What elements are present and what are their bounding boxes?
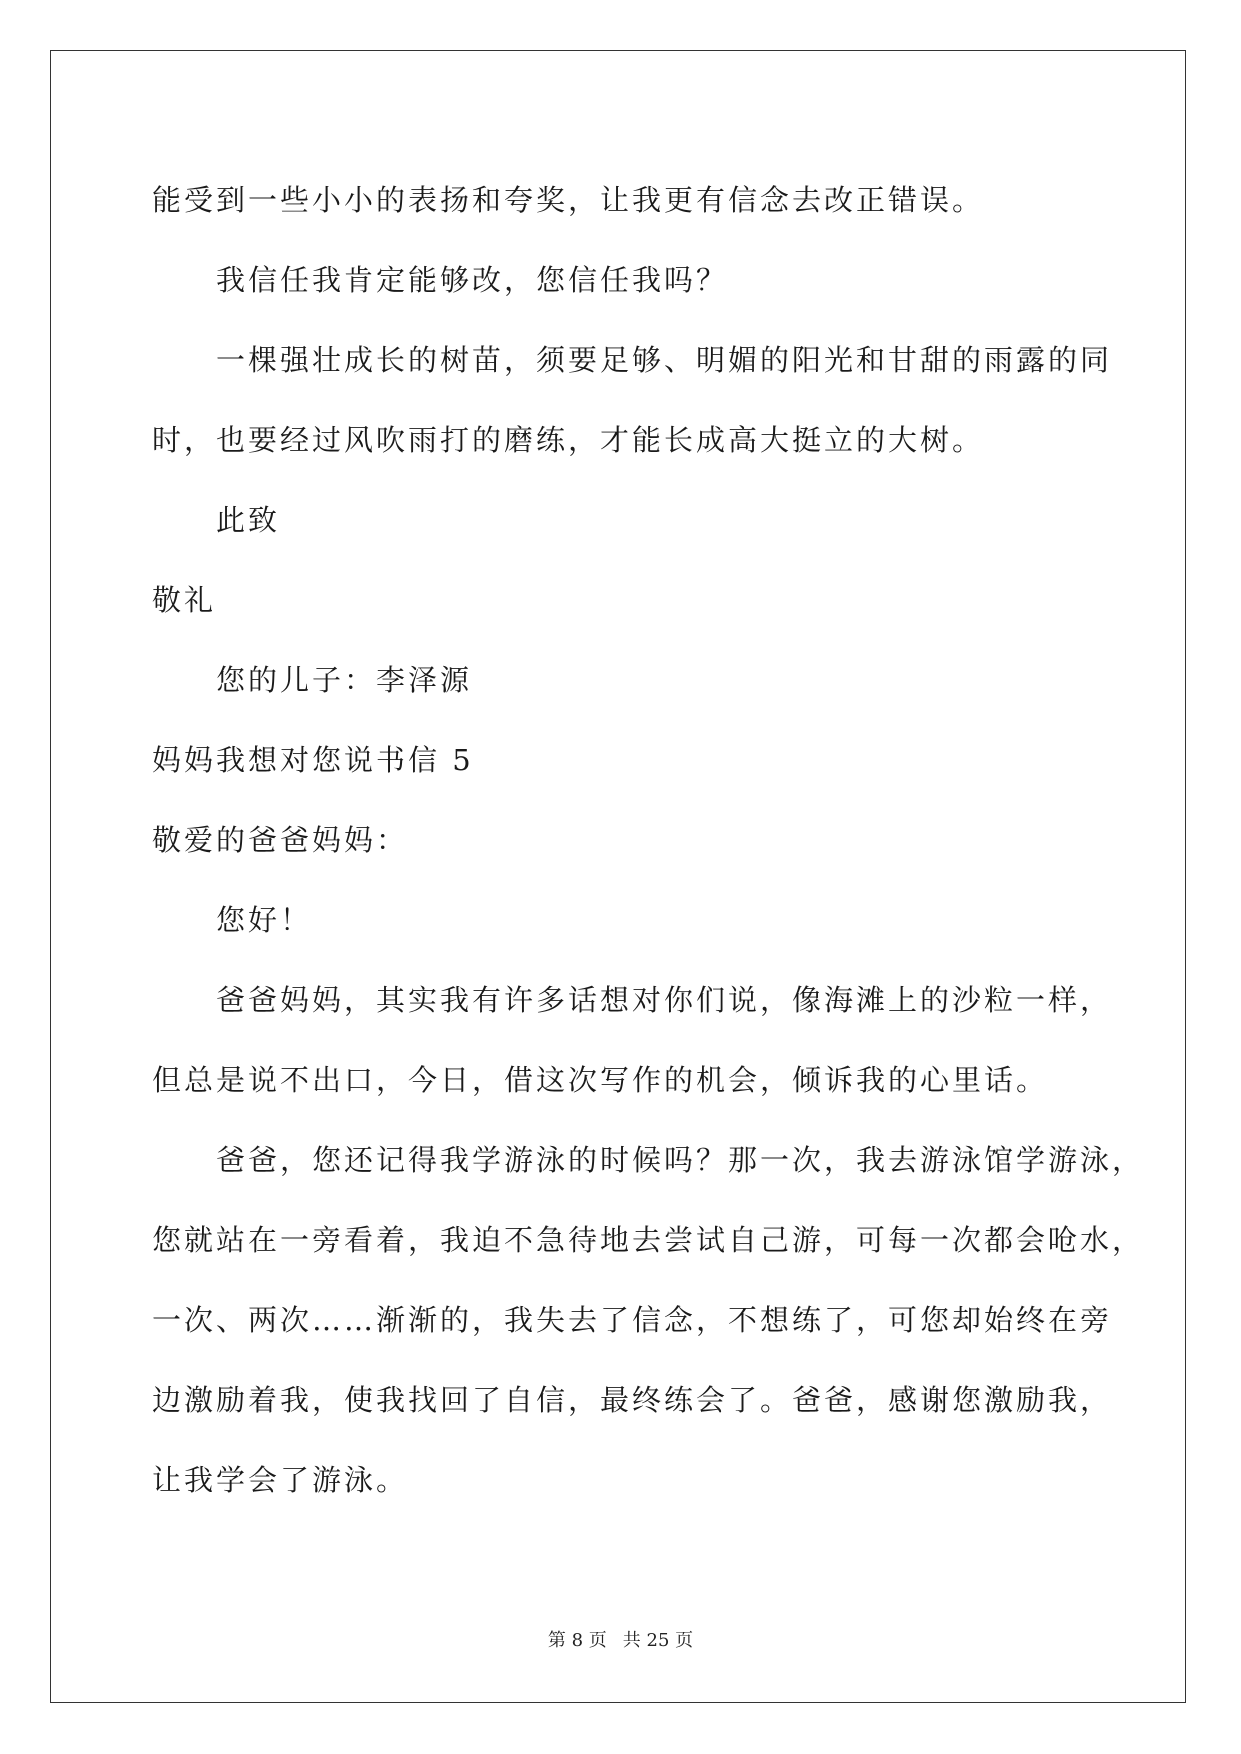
text-line: 时，也要经过风吹雨打的磨练，才能长成高大挺立的大树。 (152, 423, 985, 457)
text-line: 一棵强壮成长的树苗，须要足够、明媚的阳光和甘甜的雨露的同 (216, 343, 1113, 377)
text-line: 爸爸，您还记得我学游泳的时候吗？那一次，我去游泳馆学游泳， (216, 1143, 1145, 1177)
text-line: 您好！ (216, 903, 313, 937)
text-line: 边激励着我，使我找回了自信，最终练会了。爸爸，感谢您激励我， (152, 1383, 1113, 1417)
text-line: 但总是说不出口，今日，借这次写作的机会，倾诉我的心里话。 (152, 1063, 1049, 1097)
page-footer (0, 1626, 1241, 1652)
text-line: 我信任我肯定能够改，您信任我吗？ (216, 263, 729, 297)
page-number: 第 8 页 (547, 1630, 607, 1651)
text-line: 爸爸妈妈，其实我有许多话想对你们说，像海滩上的沙粒一样， (216, 983, 1113, 1017)
text-line: 能受到一些小小的表扬和夸奖，让我更有信念去改正错误。 (152, 183, 985, 217)
text-line: 让我学会了游泳。 (152, 1463, 409, 1497)
text-line: 您就站在一旁看着，我迫不急待地去尝试自己游，可每一次都会呛水， (152, 1223, 1145, 1257)
signature-line: 您的儿子：李泽源 (216, 663, 473, 697)
document-body (152, 160, 1145, 1520)
closing-salutation: 此致 (216, 503, 281, 537)
closing-respect: 敬礼 (152, 583, 217, 617)
page-total: 共 25 页 (622, 1630, 694, 1651)
letter-title: 妈妈我想对您说书信 5 (152, 743, 474, 777)
text-line: 一次、两次……渐渐的，我失去了信念，不想练了，可您却始终在旁 (152, 1303, 1113, 1337)
letter-greeting: 敬爱的爸爸妈妈： (152, 823, 409, 857)
